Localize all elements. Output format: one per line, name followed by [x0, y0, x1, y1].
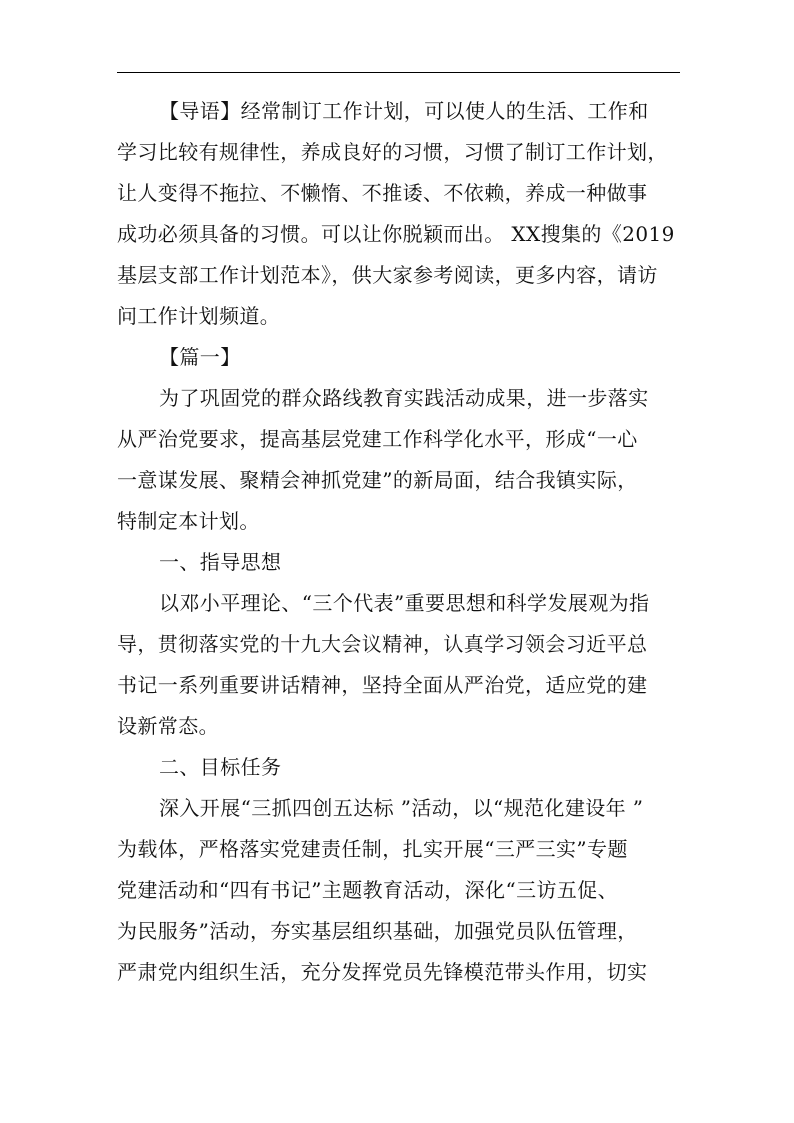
text-line: 问工作计划频道。: [117, 304, 281, 328]
text-line: 严肃党内组织生活，充分发挥党员先锋模范带头作用，切实: [117, 960, 648, 984]
text-line: 为载体，严格落实党建责任制，扎实开展“三严三实”专题: [117, 837, 628, 861]
text-line: 【导语】经常制订工作计划，可以使人的生活、工作和: [159, 99, 649, 123]
text-line: 学习比较有规律性，养成良好的习惯，习惯了制订工作计划，: [117, 140, 668, 164]
text-line: 从严治党要求，提高基层党建工作科学化水平，形成“一心: [117, 427, 638, 451]
text-line: 以邓小平理论、“三个代表”重要思想和科学发展观为指: [159, 591, 650, 615]
text-line: 为民服务”活动，夯实基层组织基础，加强党员队伍管理，: [117, 919, 638, 943]
text-line: 党建活动和“四有书记”主题教育活动，深化“三访五促、: [117, 878, 619, 902]
text-line: 书记一系列重要讲话精神，坚持全面从严治党，适应党的建: [117, 673, 648, 697]
text-line: 一意谋发展、聚精会神抓党建”的新局面，结合我镇实际，: [117, 468, 638, 492]
text-line: 设新常态。: [117, 714, 219, 738]
text-line: 成功必须具备的习惯。可以让你脱颖而出。 XX搜集的《2019: [117, 222, 675, 246]
text-line: 二、目标任务: [159, 755, 282, 779]
text-line: 一、指导思想: [159, 550, 282, 574]
text-line: 深入开展“三抓四创五达标 ”活动，以“规范化建设年 ”: [159, 796, 644, 820]
document-body: [117, 91, 682, 993]
text-line: 为了巩固党的群众路线教育实践活动成果，进一步落实: [159, 386, 649, 410]
text-line: 让人变得不拖拉、不懒惰、不推诿、不依赖，养成一种做事: [117, 181, 648, 205]
text-line: 特制定本计划。: [117, 509, 260, 533]
text-line: 基层支部工作计划范本》，供大家参考阅读，更多内容，请访: [117, 263, 658, 287]
text-line: 【篇一】: [159, 345, 241, 369]
header-rule: [117, 72, 680, 73]
text-line: 导，贯彻落实党的十九大会议精神，认真学习领会习近平总: [117, 632, 648, 656]
